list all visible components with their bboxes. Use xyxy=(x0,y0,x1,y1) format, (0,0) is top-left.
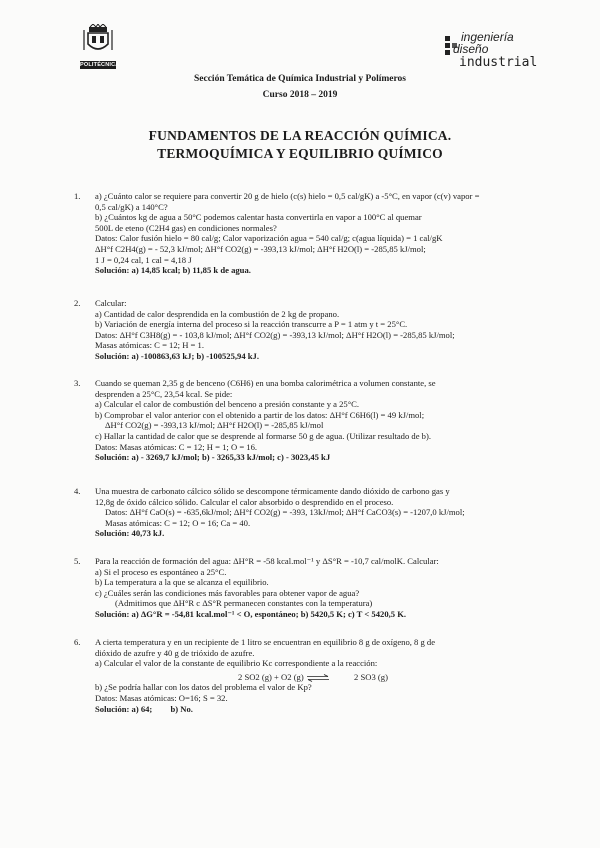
problem-6-solution-b: b) No. xyxy=(170,703,193,714)
section-title: Sección Temática de Química Industrial y Polímeros xyxy=(194,74,406,84)
upm-logo xyxy=(80,24,120,69)
problem-6 xyxy=(95,637,435,714)
dept-logo-line2: diseño xyxy=(453,42,489,56)
problem-line: Cuando se queman 2,35 g de benceno (C6H6) en una bomba calorimétrica a volumen constante, se xyxy=(95,378,436,388)
problem-line: a) Calcular el calor de combustión del benceno a presión constante y a 25°C. xyxy=(95,399,360,410)
problem-5 xyxy=(95,556,439,620)
problem-line: A cierta temperatura y en un recipiente de 1 litro se encuentran en equilibrio 8 g de oxígeno, 8 g de xyxy=(95,637,436,647)
problem-line: a) Si el proceso es espontáneo a 25°C. xyxy=(95,566,227,577)
problem-line: 500L de eteno (C2H4 gas) en condiciones normales? xyxy=(95,222,277,233)
problem-line: b) Comprobar el valor anterior con el obtenido a partir de los datos: ΔH°f C6H6(l) = 49 kJ/mol; xyxy=(95,409,425,420)
problem-1 xyxy=(95,191,479,276)
dept-logo-line1: ingeniería xyxy=(461,30,514,44)
problem-1-solution: Solución: a) 14,85 kcal; b) 11,85 k de agua. xyxy=(95,265,251,276)
problem-3-number: 3. xyxy=(74,378,81,388)
problem-line: b) Variación de energía interna del proceso si la reacción transcurre a P = 1 atm y t = 25°C. xyxy=(95,319,408,330)
problem-line: c) Hallar la cantidad de calor que se desprende al formarse 50 g de agua. (Utilizar resultado de b). xyxy=(95,430,431,441)
problem-line: ΔH°f C2H4(g) = - 52,3 kJ/mol; ΔH°f CO2(g) = -393,13 kJ/mol; ΔH°f H2O(l) = -285,85 kJ/mol; xyxy=(95,243,426,254)
problem-line: b) La temperatura a la que se alcanza el equilibrio. xyxy=(95,577,269,588)
problem-4-number: 4. xyxy=(74,486,81,496)
problem-3-solution: Solución: a) - 3269,7 kJ/mol; b) - 3265,33 kJ/mol; c) - 3023,45 kJ xyxy=(95,452,331,463)
problem-5-number: 5. xyxy=(74,556,81,566)
problem-line: 0,5 cal/gK) a 140°C? xyxy=(95,201,168,212)
page-title-line1: FUNDAMENTOS DE LA REACCIÓN QUÍMICA. xyxy=(148,128,452,143)
problem-6-solution-a: Solución: a) 64; xyxy=(95,703,153,714)
problem-2 xyxy=(95,298,455,362)
problem-line: Datos: Masas atómicas: O=16; S = 32. xyxy=(95,692,228,703)
problem-line: Masas atómicas: C = 12; O = 16; Ca = 40. xyxy=(105,517,251,528)
problem-line: desprenden a 25°C, 23,54 kcal. Se pide: xyxy=(95,388,233,399)
crown-shield-icon xyxy=(80,24,116,54)
problem-line: b) ¿Se podría hallar con los datos del problema el valor de Kp? xyxy=(95,682,312,693)
problem-line: Calcular: xyxy=(95,298,127,308)
problem-6-solution xyxy=(95,704,435,715)
problem-line: (Admitimos que ΔH°R c ΔS°R permanecen constantes con la temperatura) xyxy=(115,598,373,609)
problem-2-solution: Solución: a) -100863,63 kJ; b) -100525,94 kJ. xyxy=(95,350,260,361)
problem-line: Para la reacción de formación del agua: ΔH°R = -58 kcal.mol⁻¹ y ΔS°R = -10,7 cal/molK. Calcular: xyxy=(95,556,439,566)
problem-line: Datos: ΔH°f C3H8(g) = - 103,8 kJ/mol; ΔH°f CO2(g) = -393,13 kJ/mol; ΔH°f H2O(l) = -285,85 kJ/mol; xyxy=(95,329,455,340)
problem-line: 1 J = 0,24 cal, 1 cal = 4,18 J xyxy=(95,254,192,265)
equilibrium-equation xyxy=(95,672,435,683)
equation-products: 2 SO3 (g) xyxy=(354,671,388,682)
course-year: Curso 2018 – 2019 xyxy=(262,90,338,100)
equation-reactants: 2 SO2 (g) + O2 (g) xyxy=(238,671,304,682)
problem-line: dióxido de azufre y 40 g de trióxido de azufre. xyxy=(95,647,255,658)
upm-logo-text: POLITÉCNICA xyxy=(80,62,120,68)
problem-4-solution: Solución: 40,73 kJ. xyxy=(95,528,165,539)
page-title-line2: TERMOQUÍMICA Y EQUILIBRIO QUÍMICO xyxy=(157,146,443,161)
problem-line: 12,8g de óxido cálcico sólido. Calcular el calor absorbido o desprendido en el proceso. xyxy=(95,496,394,507)
problem-line: Datos: ΔH°f CaO(s) = -635,6kJ/mol; ΔH°f CO2(g) = -393, 13kJ/mol; ΔH°f CaCO3(s) = -1207,0 kJ/mol; xyxy=(105,507,465,518)
problem-5-solution: Solución: a) ΔG°R = -54,81 kcal.mol⁻¹ < O, espontáneo; b) 5420,5 K; c) T < 5420,5 K. xyxy=(95,608,407,619)
problem-line: a) ¿Cuánto calor se requiere para convertir 20 g de hielo (c(s) hielo = 0,5 cal/gK) a -5°C, en vapor (c(v) vapor = xyxy=(95,191,480,201)
problem-line: ΔH°f CO2(g) = -393,13 kJ/mol; ΔH°f H2O(l) = -285,85 kJ/mol xyxy=(105,420,324,431)
equilibrium-arrows-icon xyxy=(306,674,330,682)
problem-line: Datos: Masas atómicas: C = 12; H = 1; O = 16. xyxy=(95,441,258,452)
problem-line: a) Cantidad de calor desprendida en la combustión de 2 kg de propano. xyxy=(95,308,340,319)
problem-line: Datos: Calor fusión hielo = 80 cal/g; Calor vaporización agua = 540 cal/g; c(agua líquida) = 1 cal/gK xyxy=(95,233,443,244)
problem-line: b) ¿Cuántos kg de agua a 50°C podemos calentar hasta convertirla en vapor a 100°C al quemar xyxy=(95,212,422,223)
problem-line: c) ¿Cuáles serán las condiciones más favorables para obtener vapor de agua? xyxy=(95,587,360,598)
problem-line: a) Calcular el valor de la constante de equilibrio Kc correspondiente a la reacción: xyxy=(95,658,378,669)
problem-line: Una muestra de carbonato cálcico sólido se descompone térmicamente dando dióxido de carbono gas y xyxy=(95,486,450,496)
problem-6-number: 6. xyxy=(74,637,81,647)
problem-1-number: 1. xyxy=(74,191,81,201)
problem-line: Masas atómicas: C = 12; H = 1. xyxy=(95,340,204,351)
problem-2-number: 2. xyxy=(74,298,81,308)
problem-4 xyxy=(95,486,465,539)
problem-3 xyxy=(95,378,436,463)
dept-logo-line3: industrial xyxy=(459,55,538,70)
